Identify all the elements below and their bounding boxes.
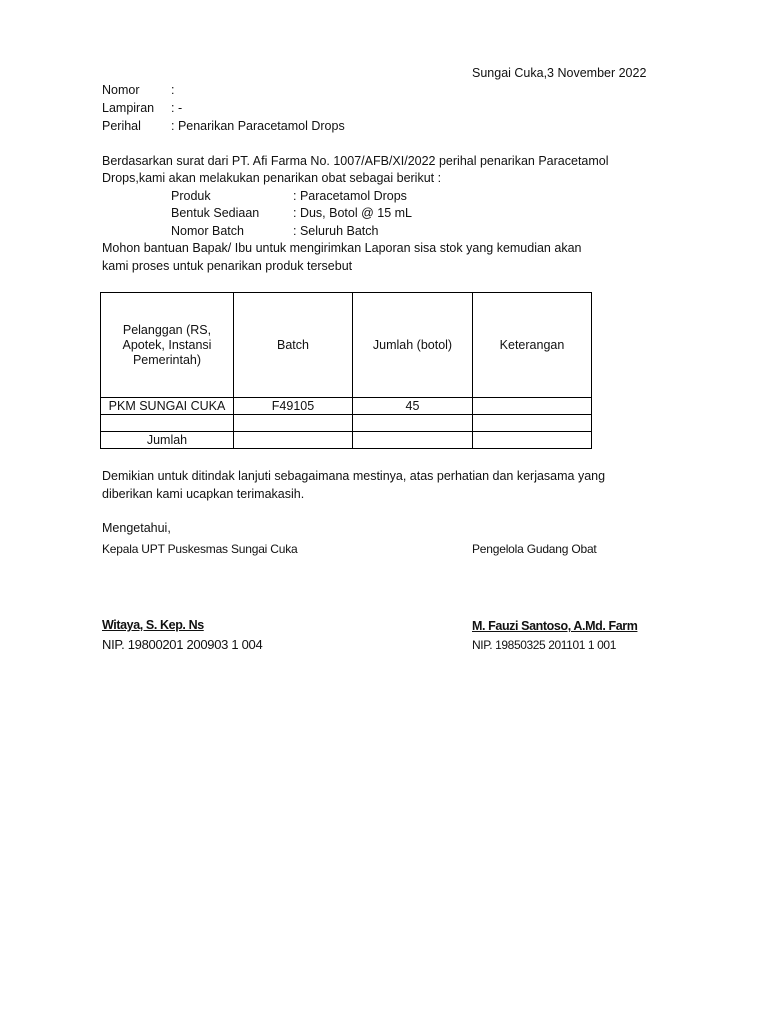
request-line-1: Mohon bantuan Bapak/ Ibu untuk mengirimkan Laporan sisa stok yang kemudian akan	[102, 241, 582, 255]
detail-label-bentuk: Bentuk Sediaan	[171, 206, 260, 220]
left-signer-nip: NIP. 19800201 200903 1 004	[102, 637, 263, 652]
detail-value-batch: : Seluruh Batch	[293, 224, 379, 238]
table-header-pelanggan: Pelanggan (RS, Apotek, Instansi Pemerintah)	[101, 293, 234, 398]
table-cell	[353, 432, 473, 449]
request-line-2: kami proses untuk penarikan produk tersebut	[102, 259, 353, 273]
table-cell: 45	[353, 398, 473, 415]
recall-table	[100, 292, 592, 449]
table-row	[101, 398, 592, 415]
table-cell	[473, 398, 592, 415]
nomor-value: :	[171, 83, 175, 97]
table-cell	[234, 432, 353, 449]
intro-line-2: Drops,kami akan melakukan penarikan obat sebagai berikut :	[102, 171, 442, 185]
table-cell: Jumlah	[101, 432, 234, 449]
table-header-row	[101, 293, 592, 398]
table-cell	[353, 415, 473, 432]
table-header-batch: Batch	[234, 293, 353, 398]
perihal-value: : Penarikan Paracetamol Drops	[171, 119, 345, 133]
left-signer-name: Witaya, S. Kep. Ns	[102, 618, 204, 632]
closing-line-1: Demikian untuk ditindak lanjuti sebagaimana mestinya, atas perhatian dan kerjasama yang	[102, 469, 606, 483]
perihal-label: Perihal	[102, 119, 141, 133]
place-date: Sungai Cuka,3 November 2022	[472, 66, 647, 80]
lampiran-label: Lampiran	[102, 101, 155, 115]
table-header-jumlah: Jumlah (botol)	[353, 293, 473, 398]
detail-value-produk: : Paracetamol Drops	[293, 189, 407, 203]
closing-line-2: diberikan kami ucapkan terimakasih.	[102, 487, 305, 501]
right-signer-nip: NIP. 19850325 201101 1 001	[472, 638, 616, 652]
mengetahui-label: Mengetahui,	[102, 521, 171, 535]
left-signer-title: Kepala UPT Puskesmas Sungai Cuka	[102, 542, 298, 556]
table-cell	[473, 415, 592, 432]
table-header-keterangan: Keterangan	[473, 293, 592, 398]
table-cell	[473, 432, 592, 449]
detail-label-produk: Produk	[171, 189, 211, 203]
detail-label-batch: Nomor Batch	[171, 224, 244, 238]
table-total-row	[101, 432, 592, 449]
table-cell: PKM SUNGAI CUKA	[101, 398, 234, 415]
right-signer-title: Pengelola Gudang Obat	[472, 542, 597, 556]
detail-value-bentuk: : Dus, Botol @ 15 mL	[293, 206, 412, 220]
right-signer-name: M. Fauzi Santoso, A.Md. Farm	[472, 619, 638, 633]
table-cell: F49105	[234, 398, 353, 415]
table-row	[101, 415, 592, 432]
table-cell	[234, 415, 353, 432]
intro-line-1: Berdasarkan surat dari PT. Afi Farma No. 1007/AFB/XI/2022 perihal penarikan Paracetamol	[102, 154, 609, 168]
table-cell	[101, 415, 234, 432]
lampiran-value: : -	[171, 101, 183, 115]
nomor-label: Nomor	[102, 83, 140, 97]
